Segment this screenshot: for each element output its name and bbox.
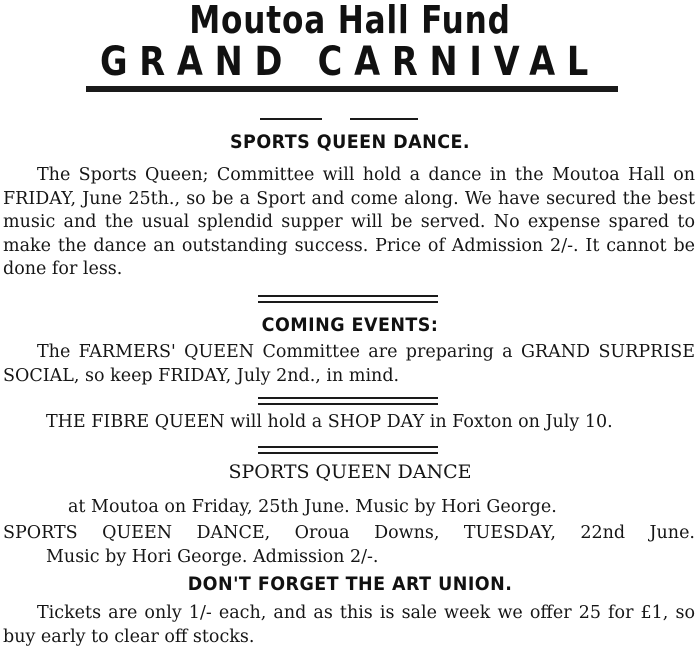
- sports-queen-body: The Sports Queen; Committee will hold a dance in the Moutoa Hall on FRIDAY, June 25th., so be a Sport and come along. We have secured the best music and the usual splendid supper will be served. No expense spared to make the dance an outstanding success. Price of Admission 2/-. It cannot be done for less.: [3, 165, 695, 279]
- title-rule: [86, 86, 618, 92]
- carnival-title: GRAND CARNIVAL: [99, 39, 601, 85]
- divider-rule: [258, 295, 438, 297]
- divider-rule: [258, 446, 438, 448]
- sports-queen-heading: SPORTS QUEEN DANCE.: [229, 131, 471, 153]
- dance-notice-line2: SPORTS QUEEN DANCE, Oroua Downs, TUESDAY, 22nd June.: [3, 523, 695, 543]
- divider-rule: [258, 301, 438, 303]
- farmers-queen-notice: The FARMERS' QUEEN Committee are preparing a GRAND SURPRISE SOCIAL, so keep FRIDAY, July 2nd., in mind.: [3, 342, 695, 386]
- divider-rule: [350, 118, 418, 120]
- art-union-heading: DON'T FORGET THE ART UNION.: [187, 573, 513, 595]
- fibre-queen-notice: THE FIBRE QUEEN will hold a SHOP DAY in Foxton on July 10.: [46, 412, 613, 432]
- dance-notice-line1: at Moutoa on Friday, 25th June. Music by Hori George.: [68, 497, 557, 517]
- art-union-body: Tickets are only 1/- each, and as this is sale week we offer 25 for £1, so buy early to clear off stocks.: [3, 603, 695, 647]
- divider-rule: [260, 118, 322, 120]
- fund-title: Moutoa Hall Fund: [189, 0, 511, 42]
- divider-rule: [258, 397, 438, 399]
- divider-rule: [258, 403, 438, 405]
- divider-rule: [258, 452, 438, 454]
- coming-events-heading: COMING EVENTS:: [261, 314, 439, 336]
- dance-notice-line3: Music by Hori George. Admission 2/-.: [46, 547, 379, 567]
- dance-notice-heading: SPORTS QUEEN DANCE: [228, 461, 472, 483]
